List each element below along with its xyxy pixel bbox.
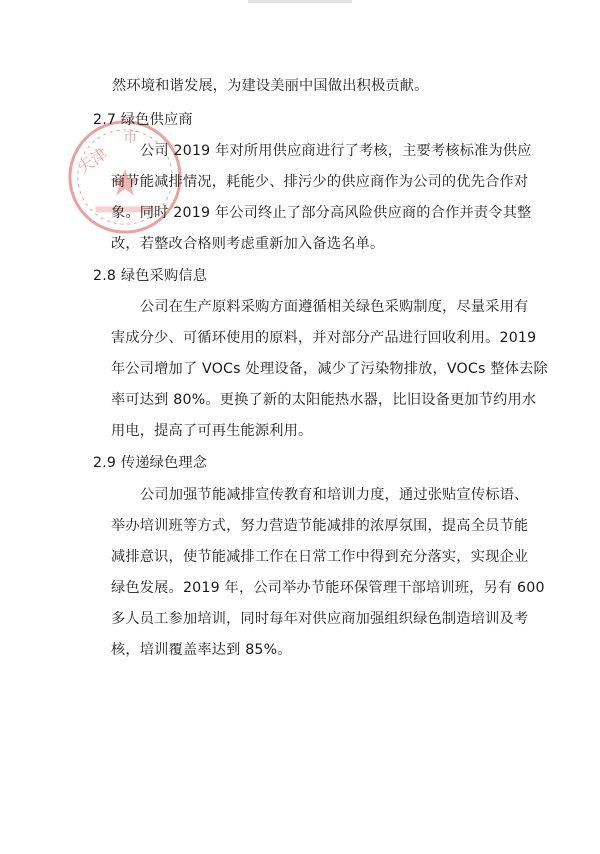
section-heading-2-7: 2.7 绿色供应商 — [93, 112, 193, 128]
svg-text:市: 市 — [123, 128, 138, 146]
paragraph-line: 用电，提高了可再生能源利用。 — [111, 423, 313, 439]
paragraph-line: 年公司增加了 VOCs 处理设备，减少了污染物排放，VOCs 整体去除 — [111, 361, 548, 377]
paragraph-line: 公司加强节能减排宣传教育和培训力度，通过张贴宣传标语、 — [140, 487, 529, 503]
scan-edge-mark — [248, 0, 352, 3]
paragraph-line: 举办培训班等方式，努力营造节能减排的浓厚氛围，提高全员节能 — [111, 518, 529, 534]
paragraph-line: 核，培训覆盖率达到 85%。 — [111, 642, 292, 658]
paragraph-line: 改，若整改合格则考虑重新加入备选名单。 — [111, 236, 385, 252]
paragraph-line: 然环境和谐发展，为建设美丽中国做出积极贡献。 — [112, 78, 429, 94]
paragraph-line: 减排意识，使节能减排工作在日常工作中得到充分落实，实现企业 — [111, 549, 529, 565]
paragraph-line: 公司 2019 年对所用供应商进行了考核，主要考核标准为供应 — [140, 143, 532, 159]
paragraph-line: 多人员工参加培训，同时每年对供应商加强组织绿色制造培训及考 — [111, 611, 529, 627]
paragraph-line: 害成分少、可循环使用的原料，并对部分产品进行回收利用。2019 — [111, 330, 537, 346]
paragraph-line: 绿色发展。2019 年，公司举办节能环保管理干部培训班，另有 600 — [111, 580, 545, 596]
paragraph-line: 公司在生产原料采购方面遵循相关绿色采购制度，尽量采用有 — [140, 299, 529, 315]
section-heading-2-8: 2.8 绿色采购信息 — [93, 268, 208, 284]
section-heading-2-9: 2.9 传递绿色理念 — [93, 455, 208, 471]
svg-text:天津: 天津 — [74, 143, 111, 178]
paragraph-line: 商节能减排情况，耗能少、排污少的供应商作为公司的优先合作对 — [111, 174, 529, 190]
paragraph-line: 率可达到 80%。更换了新的太阳能热水器，比旧设备更加节约用水 — [111, 392, 537, 408]
paragraph-line: 象。同时 2019 年公司终止了部分高风险供应商的合作并责令其整 — [111, 205, 532, 221]
